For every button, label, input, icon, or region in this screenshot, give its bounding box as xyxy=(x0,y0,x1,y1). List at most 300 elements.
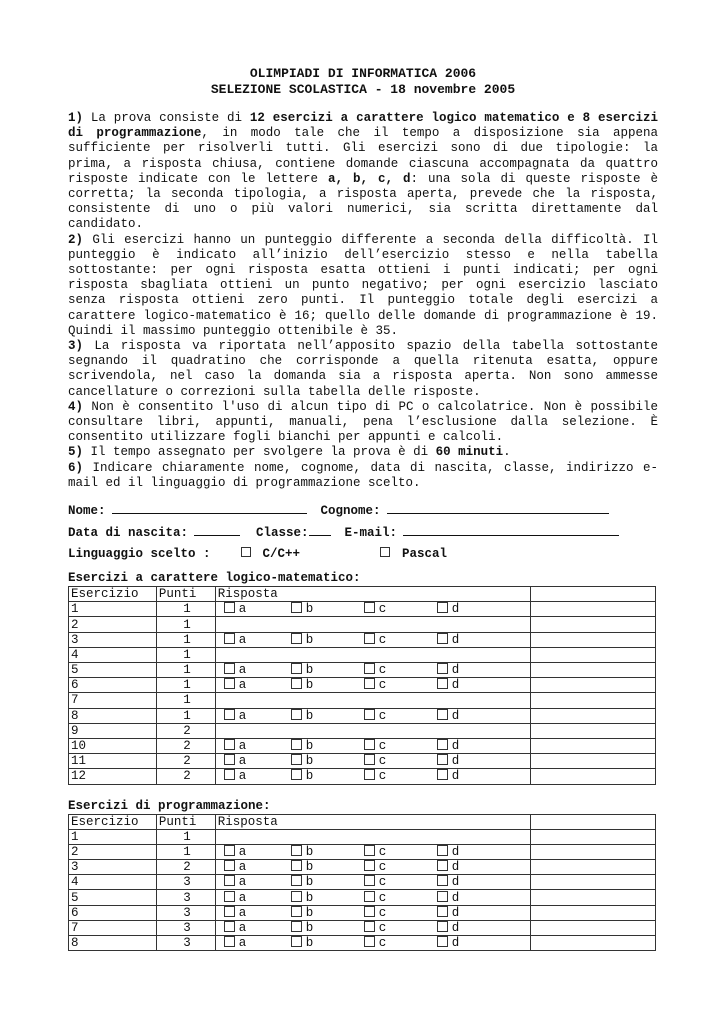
checkbox-icon[interactable] xyxy=(364,709,375,720)
option-letter: c xyxy=(378,663,387,678)
answer-option-c[interactable] xyxy=(364,739,437,753)
answer-cell xyxy=(215,875,530,890)
empty-cell xyxy=(530,632,655,647)
checkbox-icon[interactable] xyxy=(224,921,235,932)
answer-option-c[interactable] xyxy=(364,845,437,859)
answer-cell xyxy=(215,632,530,647)
checkbox-icon[interactable] xyxy=(437,739,448,750)
table-row xyxy=(69,663,656,678)
checkbox-icon[interactable] xyxy=(437,754,448,765)
option-letter: a xyxy=(238,678,247,693)
checkbox-icon[interactable] xyxy=(437,845,448,856)
exercise-number: 9 xyxy=(69,723,157,738)
option-letter: b xyxy=(305,936,314,951)
option-letter: c xyxy=(378,602,387,617)
checkbox-icon[interactable] xyxy=(364,921,375,932)
exercise-points: 1 xyxy=(156,663,215,678)
c-option-label: C/C++ xyxy=(262,547,301,562)
checkbox-icon[interactable] xyxy=(224,602,235,613)
column-header: Risposta xyxy=(215,587,530,602)
option-letter: b xyxy=(305,678,314,693)
answer-option-c[interactable] xyxy=(364,906,437,920)
checkbox-icon[interactable] xyxy=(291,633,302,644)
table-row xyxy=(69,875,656,890)
answer-cell[interactable] xyxy=(215,723,530,738)
checkbox-icon[interactable] xyxy=(224,845,235,856)
nome-field[interactable] xyxy=(112,499,307,514)
exercise-number: 11 xyxy=(69,754,157,769)
option-letter: b xyxy=(305,920,314,935)
checkbox-icon[interactable] xyxy=(224,936,235,947)
answer-option-a[interactable] xyxy=(218,663,291,677)
answer-option-a[interactable] xyxy=(218,709,291,723)
exercise-points: 2 xyxy=(156,769,215,784)
data-nascita-label: Data di nascita: xyxy=(68,526,189,541)
answer-option-b[interactable] xyxy=(291,860,364,874)
option-letter: a xyxy=(238,769,247,784)
option-letter: a xyxy=(238,602,247,617)
table-row xyxy=(69,632,656,647)
option-letter: a xyxy=(238,890,247,905)
prog-header-row xyxy=(69,814,656,829)
exercise-points: 3 xyxy=(156,936,215,951)
column-header: Esercizio xyxy=(69,587,157,602)
answer-option-a[interactable] xyxy=(218,875,291,889)
checkbox-icon[interactable] xyxy=(364,936,375,947)
instruction-emphasis: 12 esercizi a carattere logico matematico e 8 esercizi di programmazione xyxy=(68,111,658,141)
checkbox-icon[interactable] xyxy=(224,906,235,917)
exercise-points: 1 xyxy=(156,708,215,723)
exercise-number: 5 xyxy=(69,663,157,678)
answer-option-c[interactable] xyxy=(364,936,437,950)
empty-cell xyxy=(530,754,655,769)
answer-option-d[interactable] xyxy=(437,602,510,616)
checkbox-icon[interactable] xyxy=(437,891,448,902)
answer-option-a[interactable] xyxy=(218,936,291,950)
exercise-number: 10 xyxy=(69,738,157,753)
exercise-points: 3 xyxy=(156,890,215,905)
table-row xyxy=(69,647,656,662)
answer-option-d[interactable] xyxy=(437,633,510,647)
answer-option-d[interactable] xyxy=(437,678,510,692)
answer-option-c[interactable] xyxy=(364,921,437,935)
empty-cell xyxy=(530,920,655,935)
table-row xyxy=(69,723,656,738)
empty-cell xyxy=(530,905,655,920)
answer-cell xyxy=(215,890,530,905)
answer-option-d[interactable] xyxy=(437,754,510,768)
answer-option-d[interactable] xyxy=(437,891,510,905)
option-letter: c xyxy=(378,920,387,935)
option-letter: a xyxy=(238,708,247,723)
checkbox-icon[interactable] xyxy=(364,754,375,765)
option-letter: d xyxy=(451,936,460,951)
answer-option-b[interactable] xyxy=(291,845,364,859)
linguaggio-label: Linguaggio scelto : xyxy=(68,547,211,562)
instruction-text: Indicare chiaramente nome, cognome, data di nascita, classe, indirizzo e-mail ed il linguaggio di programmazione scelto. xyxy=(68,460,658,490)
checkbox-icon[interactable] xyxy=(364,769,375,780)
checkbox-icon[interactable] xyxy=(224,709,235,720)
instruction-3 xyxy=(68,339,658,400)
answer-option-a[interactable] xyxy=(218,921,291,935)
instruction-6 xyxy=(68,461,658,491)
answer-option-b[interactable] xyxy=(291,875,364,889)
table-row xyxy=(69,602,656,617)
answer-option-d[interactable] xyxy=(437,921,510,935)
checkbox-icon[interactable] xyxy=(291,709,302,720)
empty-cell xyxy=(530,936,655,951)
instruction-1 xyxy=(68,111,658,233)
checkbox-icon[interactable] xyxy=(224,754,235,765)
checkbox-icon[interactable] xyxy=(291,663,302,674)
exam-sheet xyxy=(68,66,658,951)
exercise-number: 6 xyxy=(69,678,157,693)
option-letter: a xyxy=(238,936,247,951)
instruction-text: . xyxy=(503,445,511,460)
exercise-number: 1 xyxy=(69,829,157,844)
instruction-number: 6) xyxy=(68,460,84,475)
answer-option-c[interactable] xyxy=(364,709,437,723)
exercise-number: 2 xyxy=(69,617,157,632)
answer-cell[interactable] xyxy=(215,693,530,708)
option-letter: d xyxy=(451,602,460,617)
checkbox-icon[interactable] xyxy=(364,906,375,917)
checkbox-icon[interactable] xyxy=(437,906,448,917)
checkbox-icon[interactable] xyxy=(437,860,448,871)
option-letter: d xyxy=(451,632,460,647)
table-row xyxy=(69,678,656,693)
exercise-points: 1 xyxy=(156,829,215,844)
table-row xyxy=(69,617,656,632)
pascal-option-label: Pascal xyxy=(402,547,448,562)
answer-cell[interactable] xyxy=(215,829,530,844)
checkbox-icon[interactable] xyxy=(291,860,302,871)
checkbox-icon[interactable] xyxy=(437,936,448,947)
table-row xyxy=(69,890,656,905)
exercise-points: 1 xyxy=(156,632,215,647)
instruction-text: : una sola di queste risposte è corretta; la seconda tipologia, a risposta aperta, prevede che la risposta, consistente di uno o più valori numerici, sia scritta direttamente dal candidato. xyxy=(68,171,659,232)
checkbox-icon[interactable] xyxy=(437,633,448,644)
instruction-4 xyxy=(68,400,658,446)
answer-option-c[interactable] xyxy=(364,875,437,889)
exercise-points: 1 xyxy=(156,602,215,617)
instruction-number: 3) xyxy=(68,339,84,354)
answer-cell[interactable] xyxy=(215,617,530,632)
answer-option-b[interactable] xyxy=(291,921,364,935)
c-checkbox-icon[interactable] xyxy=(241,543,251,565)
instruction-number: 2) xyxy=(68,232,84,247)
exercise-number: 7 xyxy=(69,920,157,935)
answer-option-b[interactable] xyxy=(291,633,364,647)
exercise-number: 5 xyxy=(69,890,157,905)
answer-option-a[interactable] xyxy=(218,891,291,905)
column-header: Risposta xyxy=(215,814,530,829)
checkbox-icon[interactable] xyxy=(291,906,302,917)
instruction-text: Il tempo assegnato per svolgere la prova è di xyxy=(83,445,436,460)
checkbox-icon[interactable] xyxy=(364,860,375,871)
checkbox-icon[interactable] xyxy=(291,875,302,886)
exercise-points: 2 xyxy=(156,738,215,753)
checkbox-icon[interactable] xyxy=(224,663,235,674)
instruction-text: La risposta va riportata nell’apposito spazio della tabella sottostante segnando il quadratino che corrisponde a quella ritenuta esatta, oppure scrivendola, nel caso la domanda sia a risposta aperta. Non sono ammesse cancellature o correzioni sulla tabella delle risposte. xyxy=(68,339,658,399)
empty-cell xyxy=(530,647,655,662)
table-row xyxy=(69,829,656,844)
instruction-5 xyxy=(68,445,658,460)
answer-option-b[interactable] xyxy=(291,754,364,768)
exercise-number: 4 xyxy=(69,875,157,890)
option-letter: c xyxy=(378,769,387,784)
answer-option-b[interactable] xyxy=(291,678,364,692)
option-letter: a xyxy=(238,844,247,859)
classe-label: Classe: xyxy=(256,526,309,541)
instruction-number: 5) xyxy=(68,445,84,460)
form-row-name xyxy=(68,499,658,521)
answer-option-a[interactable] xyxy=(218,845,291,859)
option-letter: d xyxy=(451,663,460,678)
checkbox-icon[interactable] xyxy=(437,678,448,689)
exercise-points: 2 xyxy=(156,860,215,875)
logic-section-heading: Esercizi a carattere logico-matematico: xyxy=(68,571,361,586)
table-row xyxy=(69,708,656,723)
exercise-number: 8 xyxy=(69,936,157,951)
answer-cell xyxy=(215,663,530,678)
checkbox-icon[interactable] xyxy=(224,875,235,886)
empty-cell xyxy=(530,829,655,844)
answer-option-a[interactable] xyxy=(218,633,291,647)
option-letter: a xyxy=(238,875,247,890)
checkbox-icon[interactable] xyxy=(364,678,375,689)
answer-cell xyxy=(215,860,530,875)
checkbox-icon[interactable] xyxy=(437,875,448,886)
empty-cell xyxy=(530,693,655,708)
exercise-points: 2 xyxy=(156,723,215,738)
answer-option-a[interactable] xyxy=(218,860,291,874)
table-row xyxy=(69,860,656,875)
instruction-text: La prova consiste di xyxy=(83,111,250,125)
answer-option-d[interactable] xyxy=(437,739,510,753)
instruction-number: 1) xyxy=(68,111,84,125)
answer-option-b[interactable] xyxy=(291,663,364,677)
instruction-text: Gli esercizi hanno un punteggio differente a seconda della difficoltà. Il punteggio è indicato all’inizio dell’esercizio stesso e nella tabella sottostante: per ogni risposta esatta ottieni i punti indicati; per ogni risposta sbagliata ottieni un punto negativo; per ogni esercizio lasciato senza risposta ottieni zero punti. Il punteggio totale degli esercizi a carattere logico-matematico è 16; quello delle domande di programmazione è 19. Quindi il massimo punteggio ottenibile è 35. xyxy=(68,232,658,338)
answer-option-a[interactable] xyxy=(218,769,291,783)
cognome-field[interactable] xyxy=(387,499,609,514)
checkbox-icon[interactable] xyxy=(291,754,302,765)
answer-option-d[interactable] xyxy=(437,709,510,723)
table-row xyxy=(69,738,656,753)
checkbox-icon[interactable] xyxy=(224,633,235,644)
exercise-points: 3 xyxy=(156,875,215,890)
logic-header-row xyxy=(69,587,656,602)
instruction-2 xyxy=(68,233,658,339)
checkbox-icon[interactable] xyxy=(291,936,302,947)
answer-option-d[interactable] xyxy=(437,906,510,920)
answer-option-d[interactable] xyxy=(437,663,510,677)
answer-option-b[interactable] xyxy=(291,891,364,905)
option-letter: d xyxy=(451,920,460,935)
checkbox-icon[interactable] xyxy=(291,602,302,613)
empty-column-header xyxy=(530,587,655,602)
answer-option-c[interactable] xyxy=(364,663,437,677)
checkbox-icon[interactable] xyxy=(224,769,235,780)
exercise-points: 1 xyxy=(156,617,215,632)
answer-option-d[interactable] xyxy=(437,875,510,889)
email-field[interactable] xyxy=(403,521,619,536)
checkbox-icon[interactable] xyxy=(437,769,448,780)
empty-cell xyxy=(530,708,655,723)
option-letter: b xyxy=(305,905,314,920)
option-letter: b xyxy=(305,754,314,769)
checkbox-icon[interactable] xyxy=(291,739,302,750)
checkbox-icon[interactable] xyxy=(364,602,375,613)
checkbox-icon[interactable] xyxy=(291,921,302,932)
instruction-number: 4) xyxy=(68,399,84,414)
option-letter: b xyxy=(305,739,314,754)
answer-cell[interactable] xyxy=(215,647,530,662)
checkbox-icon[interactable] xyxy=(364,633,375,644)
checkbox-icon[interactable] xyxy=(364,875,375,886)
form-row-language xyxy=(68,543,658,565)
option-letter: b xyxy=(305,890,314,905)
column-header: Punti xyxy=(156,814,215,829)
table-row xyxy=(69,693,656,708)
checkbox-icon[interactable] xyxy=(364,663,375,674)
checkbox-icon[interactable] xyxy=(437,921,448,932)
table-row xyxy=(69,920,656,935)
answer-option-b[interactable] xyxy=(291,936,364,950)
option-letter: d xyxy=(451,905,460,920)
form-row-details xyxy=(68,521,658,543)
data-nascita-field[interactable] xyxy=(194,521,240,536)
checkbox-icon[interactable] xyxy=(437,602,448,613)
option-letter: c xyxy=(378,708,387,723)
option-letter: d xyxy=(451,890,460,905)
option-letter: a xyxy=(238,920,247,935)
option-letter: d xyxy=(451,754,460,769)
option-letter: c xyxy=(378,890,387,905)
checkbox-icon[interactable] xyxy=(437,709,448,720)
option-letter: b xyxy=(305,860,314,875)
empty-cell xyxy=(530,769,655,784)
empty-cell xyxy=(530,617,655,632)
empty-cell xyxy=(530,723,655,738)
answer-option-b[interactable] xyxy=(291,739,364,753)
checkbox-icon[interactable] xyxy=(364,891,375,902)
option-letter: b xyxy=(305,769,314,784)
empty-cell xyxy=(530,860,655,875)
answer-option-a[interactable] xyxy=(218,739,291,753)
option-letter: b xyxy=(305,875,314,890)
option-letter: d xyxy=(451,844,460,859)
exercise-number: 6 xyxy=(69,905,157,920)
answer-option-d[interactable] xyxy=(437,860,510,874)
option-letter: d xyxy=(451,860,460,875)
checkbox-icon[interactable] xyxy=(224,891,235,902)
answer-cell xyxy=(215,708,530,723)
option-letter: d xyxy=(451,769,460,784)
answer-cell xyxy=(215,602,530,617)
answer-option-c[interactable] xyxy=(364,754,437,768)
checkbox-icon[interactable] xyxy=(224,860,235,871)
classe-field[interactable] xyxy=(309,521,331,536)
option-letter: c xyxy=(378,844,387,859)
checkbox-icon[interactable] xyxy=(291,678,302,689)
checkbox-icon[interactable] xyxy=(291,769,302,780)
instruction-text: Non è consentito l'uso di alcun tipo di PC o calcolatrice. Non è possibile consultare libri, appunti, manuali, pena l’esclusione dalla selezione. È consentito utilizzare fogli bianchi per appunti e calcoli. xyxy=(68,399,658,445)
programming-answers-table xyxy=(68,814,656,952)
answer-option-a[interactable] xyxy=(218,754,291,768)
exercise-points: 3 xyxy=(156,920,215,935)
column-header: Esercizio xyxy=(69,814,157,829)
answer-option-c[interactable] xyxy=(364,678,437,692)
answer-option-c[interactable] xyxy=(364,891,437,905)
pascal-checkbox-icon[interactable] xyxy=(380,543,390,565)
answer-option-c[interactable] xyxy=(364,860,437,874)
answer-option-b[interactable] xyxy=(291,602,364,616)
option-letter: c xyxy=(378,678,387,693)
option-letter: d xyxy=(451,875,460,890)
checkbox-icon[interactable] xyxy=(364,739,375,750)
answer-option-c[interactable] xyxy=(364,602,437,616)
checkbox-icon[interactable] xyxy=(291,845,302,856)
answer-cell xyxy=(215,754,530,769)
option-letter: a xyxy=(238,739,247,754)
answer-option-b[interactable] xyxy=(291,709,364,723)
answer-cell xyxy=(215,738,530,753)
answer-option-d[interactable] xyxy=(437,845,510,859)
checkbox-icon[interactable] xyxy=(291,891,302,902)
option-letter: b xyxy=(305,844,314,859)
exercise-number: 1 xyxy=(69,602,157,617)
checkbox-icon[interactable] xyxy=(224,739,235,750)
empty-cell xyxy=(530,602,655,617)
checkbox-icon[interactable] xyxy=(437,663,448,674)
answer-option-a[interactable] xyxy=(218,602,291,616)
exercise-points: 1 xyxy=(156,678,215,693)
exercise-points: 3 xyxy=(156,905,215,920)
answer-cell xyxy=(215,920,530,935)
answer-option-a[interactable] xyxy=(218,906,291,920)
answer-option-c[interactable] xyxy=(364,633,437,647)
answer-option-b[interactable] xyxy=(291,906,364,920)
checkbox-icon[interactable] xyxy=(224,678,235,689)
exercise-number: 7 xyxy=(69,693,157,708)
option-letter: c xyxy=(378,632,387,647)
checkbox-icon[interactable] xyxy=(364,845,375,856)
table-row xyxy=(69,769,656,784)
option-letter: c xyxy=(378,754,387,769)
option-letter: b xyxy=(305,708,314,723)
option-letter: a xyxy=(238,663,247,678)
option-letter: b xyxy=(305,663,314,678)
option-letter: a xyxy=(238,754,247,769)
empty-column-header xyxy=(530,814,655,829)
page-subtitle: SELEZIONE SCOLASTICA - 18 novembre 2005 xyxy=(210,82,516,97)
answer-option-d[interactable] xyxy=(437,936,510,950)
option-letter: c xyxy=(378,875,387,890)
exercise-number: 3 xyxy=(69,860,157,875)
empty-cell xyxy=(530,890,655,905)
answer-option-d[interactable] xyxy=(437,769,510,783)
option-letter: b xyxy=(305,632,314,647)
answer-option-c[interactable] xyxy=(364,769,437,783)
exercise-number: 2 xyxy=(69,844,157,859)
email-label: E-mail: xyxy=(344,526,398,541)
exercise-points: 1 xyxy=(156,647,215,662)
answer-option-a[interactable] xyxy=(218,678,291,692)
option-letter: d xyxy=(451,708,460,723)
empty-cell xyxy=(530,738,655,753)
answer-option-b[interactable] xyxy=(291,769,364,783)
